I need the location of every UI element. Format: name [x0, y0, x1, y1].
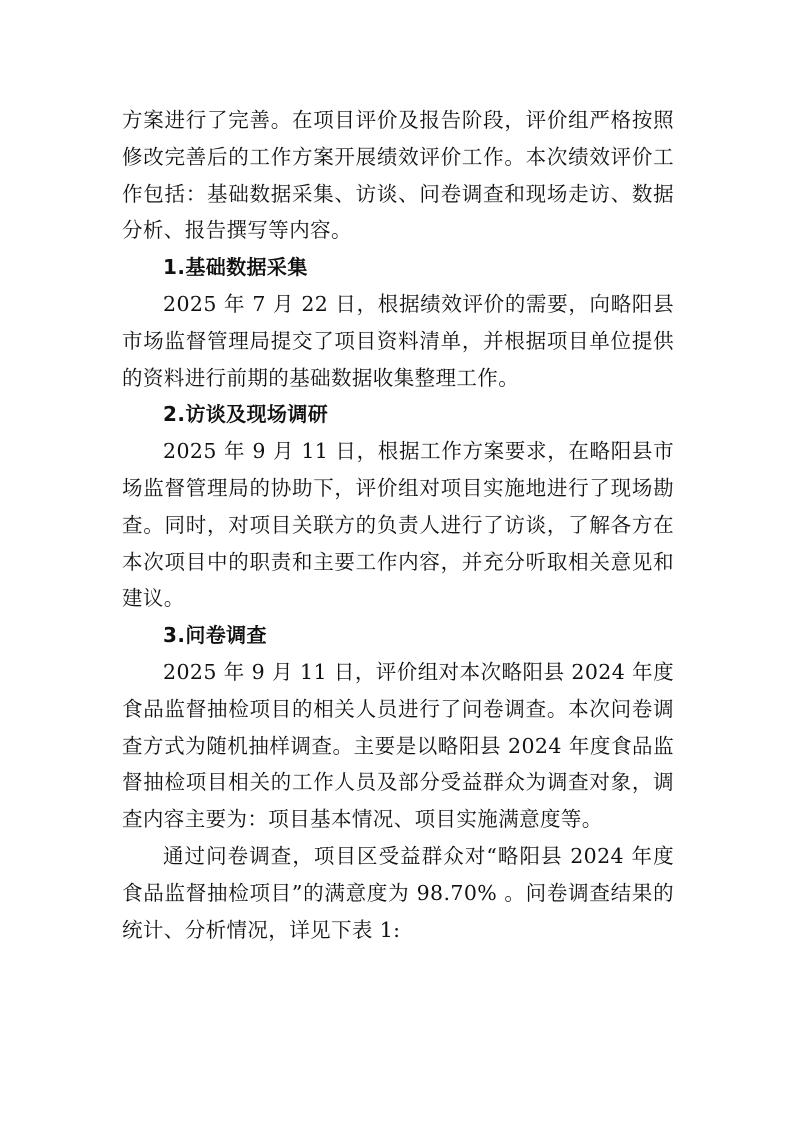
- body-text: [122, 102, 674, 948]
- heading-basic-data-collection: 1.基础数据采集: [163, 255, 308, 280]
- paragraph-satisfaction: 通过问卷调查，项目区受益群众对“略阳县 2024 年度食品监督抽检项目”的满意度为 98.70% 。问卷调查结果的统计、分析情况，详见下表 1:: [122, 843, 674, 942]
- paragraph-interview: 2025 年 9 月 11 日，根据工作方案要求，在略阳县市场监督管理局的协助下，评价组对项目实施地进行了现场勘查。同时，对项目关联方的负责人进行了访谈，了解各方在本次项目中的职责和主要工作内容，并充分听取相关意见和建议。: [122, 439, 674, 611]
- heading-interview-site-survey: 2.访谈及现场调研: [163, 402, 329, 427]
- heading-questionnaire: 3.问卷调查: [163, 623, 267, 648]
- paragraph-questionnaire: 2025 年 9 月 11 日，评价组对本次略阳县 2024 年度食品监督抽检项目的相关人员进行了问卷调查。本次问卷调查方式为随机抽样调查。主要是以略阳县 2024 年度食品监督抽检项目相关的工作人员及部分受益群众为调查对象，调查内容主要为：项目基本情况、项目实施满意度等。: [122, 659, 674, 832]
- paragraph-intro: 方案进行了完善。在项目评价及报告阶段，评价组严格按照修改完善后的工作方案开展绩效评价工作。本次绩效评价工作包括：基础数据采集、访谈、问卷调查和现场走访、数据分析、报告撰写等内容。: [122, 108, 674, 243]
- paragraph-data-collection: 2025 年 7 月 22 日，根据绩效评价的需要，向略阳县市场监督管理局提交了项目资料清单，并根据项目单位提供的资料进行前期的基础数据收集整理工作。: [122, 291, 674, 390]
